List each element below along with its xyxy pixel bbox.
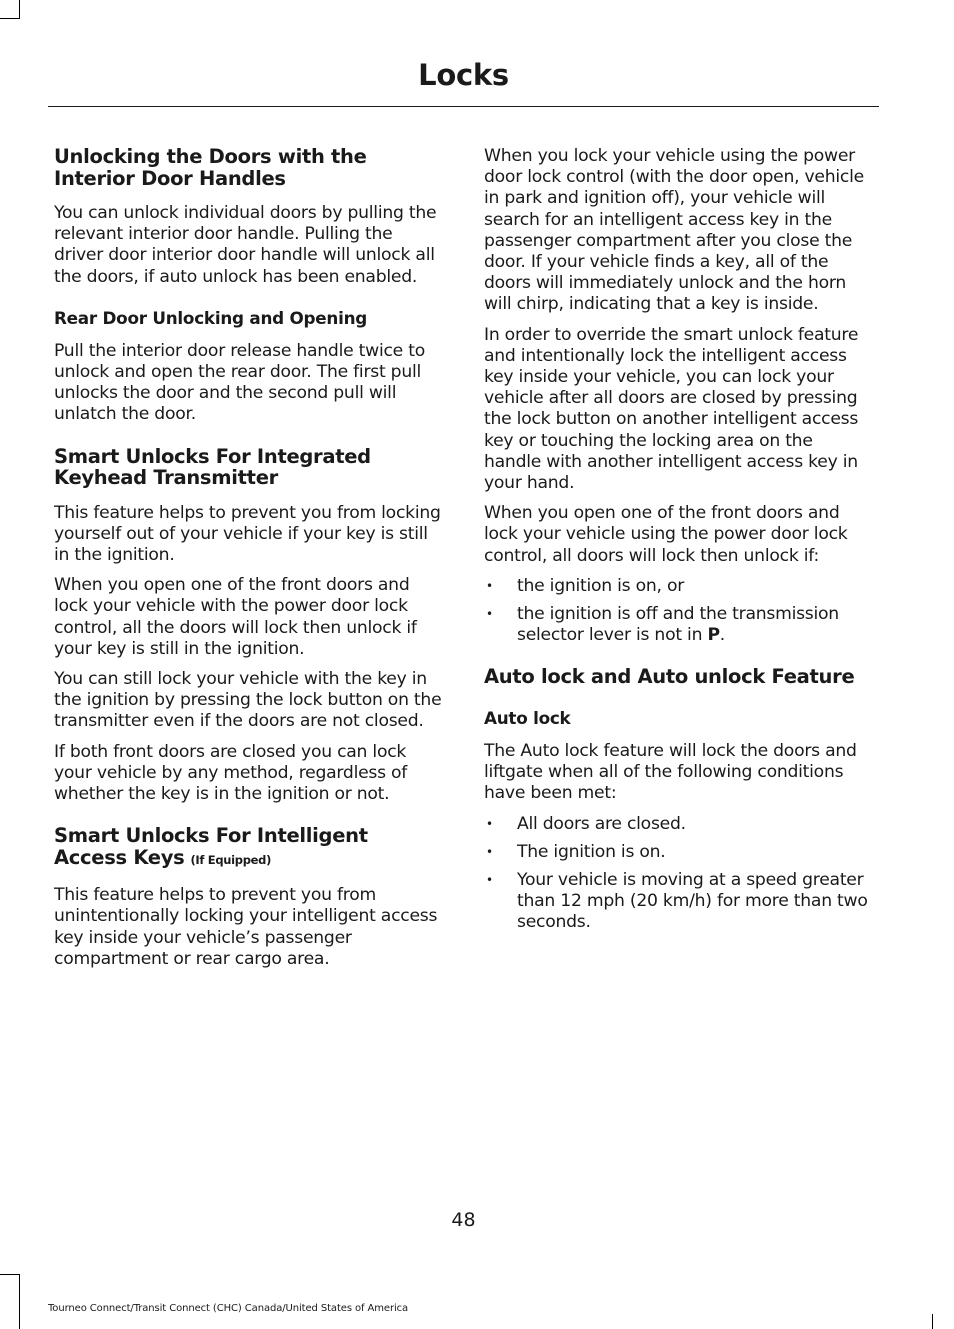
paragraph: When you open one of the front doors and lock your vehicle using the power door lock control, all doors will lock then unlock if: <box>484 503 848 566</box>
list-item: • the ignition is off and the transmission selector lever is not in P. <box>484 604 874 646</box>
if-equipped-tag: (If Equipped) <box>190 852 272 867</box>
list-item: • The ignition is on. <box>484 842 874 863</box>
paragraph: This feature helps to prevent you from locking yourself out of your vehicle if your key is still in the ignition. <box>54 502 441 566</box>
paragraph: In order to override the smart unlock feature and intentionally lock the intelligent access key inside your vehicle, you can lock your vehicle after all doors are closed by pressing the lock button on another intelligent access key or touching the locking area on the handle with another intelligent access key in your hand. <box>484 324 859 494</box>
section-heading: Smart Unlocks For Integrated Keyhead Transmitter <box>54 444 371 490</box>
section-heading-text: Smart Unlocks For Intelligent Access Keys <box>54 824 368 869</box>
bullet-list <box>484 814 874 934</box>
list-item: • Your vehicle is moving at a speed greater than 12 mph (20 km/h) for more than two seconds. <box>484 870 874 934</box>
paragraph: This feature helps to prevent you from unintentionally locking your intelligent access key inside your vehicle’s passenger compartment or rear cargo area. <box>54 885 438 969</box>
section-heading: Unlocking the Doors with the Interior Door Handles <box>54 145 367 190</box>
paragraph: When you open one of the front doors and lock your vehicle with the power door lock control, all the doors will lock then unlock if your key is still in the ignition. <box>54 575 417 659</box>
list-item: • the ignition is on, or <box>484 576 874 597</box>
page-number: 48 <box>451 1209 476 1231</box>
paragraph: Pull the interior door release handle twice to unlock and open the rear door. The first pull unlocks the door and the second pull will unlatch the door. <box>54 340 425 425</box>
crop-mark <box>19 1274 20 1329</box>
section-heading <box>54 825 444 871</box>
subsection-heading: Auto lock <box>484 707 571 728</box>
paragraph: When you lock your vehicle using the power door lock control (with the door open, vehicle in park and ignition off), your vehicle will search for an intelligent access key in the passenger compartment after you close the door. If your vehicle finds a key, all of the doors will immediately unlock and the horn will chirp, indicating that a key is inside. <box>484 146 864 315</box>
crop-mark <box>19 0 20 18</box>
crop-mark <box>0 1274 20 1275</box>
bullet-list <box>484 576 874 647</box>
subsection-heading: Rear Door Unlocking and Opening <box>54 307 368 328</box>
section-heading: Auto lock and Auto unlock Feature <box>484 665 855 689</box>
page-title: Locks <box>418 58 509 92</box>
list-item: • All doors are closed. <box>484 814 874 835</box>
crop-mark <box>932 1314 933 1329</box>
title-divider <box>48 106 879 107</box>
paragraph: You can unlock individual doors by pulling the relevant interior door handle. Pulling the driver door interior door handle will unlock all the doors, if auto unlock has been enabled. <box>54 203 437 287</box>
footer-doc-info: Tourneo Connect/Transit Connect (CHC) Canada/United States of America <box>48 1303 409 1314</box>
right-column <box>484 146 874 943</box>
paragraph: You can still lock your vehicle with the key in the ignition by pressing the lock button on the transmitter even if the doors are not closed. <box>54 669 442 732</box>
left-column <box>54 146 444 979</box>
paragraph: If both front doors are closed you can lock your vehicle by any method, regardless of whether the key is in the ignition or not. <box>54 741 408 805</box>
crop-mark <box>0 18 20 19</box>
gear-p-label: P <box>707 625 720 646</box>
paragraph: The Auto lock feature will lock the doors and liftgate when all of the following conditions have been met: <box>484 740 857 804</box>
